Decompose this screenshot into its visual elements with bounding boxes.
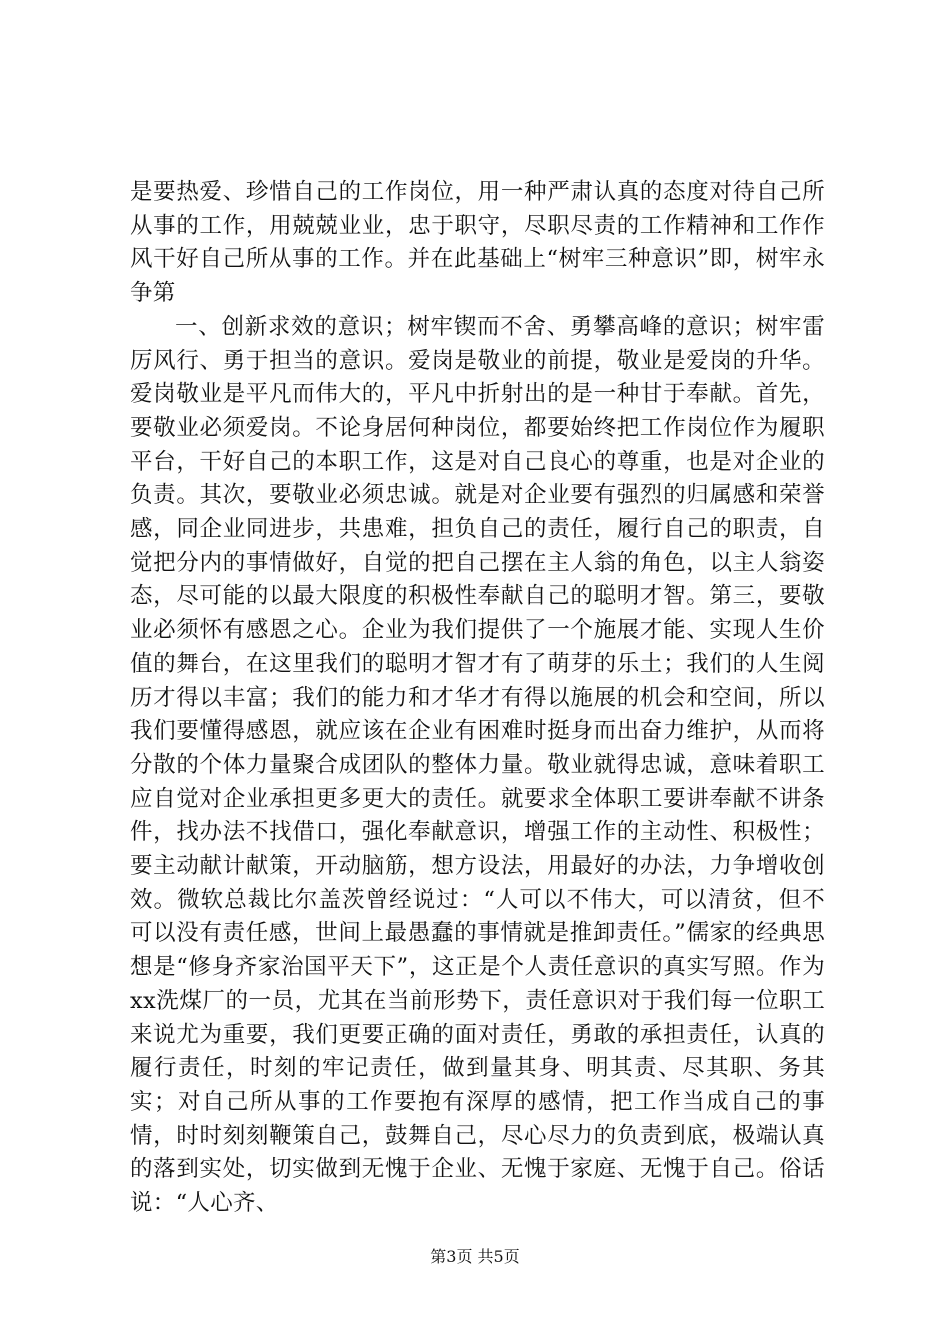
paragraph-continuation: 是要热爱、珍惜自己的工作岗位，用一种严肃认真的态度对待自己所从事的工作，用兢兢业业，忠于职守，尽职尽责的工作精神和工作作风干好自己所从事的工作。并在此基础上“树牢三种意识”即，树牢永争第 xyxy=(130,179,825,307)
paragraph-main: 一、创新求效的意识；树牢锲而不舍、勇攀高峰的意识；树牢雷厉风行、勇于担当的意识。爱岗是敬业的前提，敬业是爱岗的升华。爱岗敬业是平凡而伟大的，平凡中折射出的是一种甘于奉献。首先，要敬业必须爱岗。不论身居何种岗位，都要始终把工作岗位作为履职平台，干好自己的本职工作，这是对自己良心的尊重，也是对企业的负责。其次，要敬业必须忠诚。就是对企业要有强烈的归属感和荣誉感，同企业同进步，共患难，担负自己的责任，履行自己的职责，自觉把分内的事情做好，自觉的把自己摆在主人翁的角色，以主人翁姿态，尽可能的以最大限度的积极性奉献自己的聪明才智。第三，要敬业必须怀有感恩之心。企业为我们提供了一个施展才能、实现人生价值的舞台，在这里我们的聪明才智才有了萌芽的乐土；我们的人生阅历才得以丰富；我们的能力和才华才有得以施展的机会和空间，所以我们要懂得感恩，就应该在企业有困难时挺身而出奋力维护，从而将分散的个体力量聚合成团队的整体力量。敬业就得忠诚，意味着职工应自觉对企业承担更多更大的责任。就要求全体职工要讲奉献不讲条件，找办法不找借口，强化奉献意识，增强工作的主动性、积极性；要主动献计献策，开动脑筋，想方设法，用最好的办法，力争增收创效。微软总裁比尔盖茨曾经说过：“人可以不伟大，可以清贫，但不可以没有责任感，世间上最愚蠢的事情就是推卸责任。”儒家的经典思想是“修身齐家治国平天下”，这正是个人责任意识的真实写照。作为xx洗煤厂的一员，尤其在当前形势下，责任意识对于我们每一位职工来说尤为重要，我们更要正确的面对责任，勇敢的承担责任，认真的履行责任，时刻的牢记责任，做到量其身、明其责、尽其职、务其实；对自己所从事的工作要抱有深厚的感情，把工作当成自己的事情，时时刻刻鞭策自己，鼓舞自己，尽心尽力的负责到底，极端认真的落到实处，切实做到无愧于企业、无愧于家庭、无愧于自己。俗话说：“人心齐、 xyxy=(130,313,825,1217)
page-footer: 第3页 共5页 xyxy=(430,1247,520,1266)
document-body xyxy=(130,176,825,1221)
